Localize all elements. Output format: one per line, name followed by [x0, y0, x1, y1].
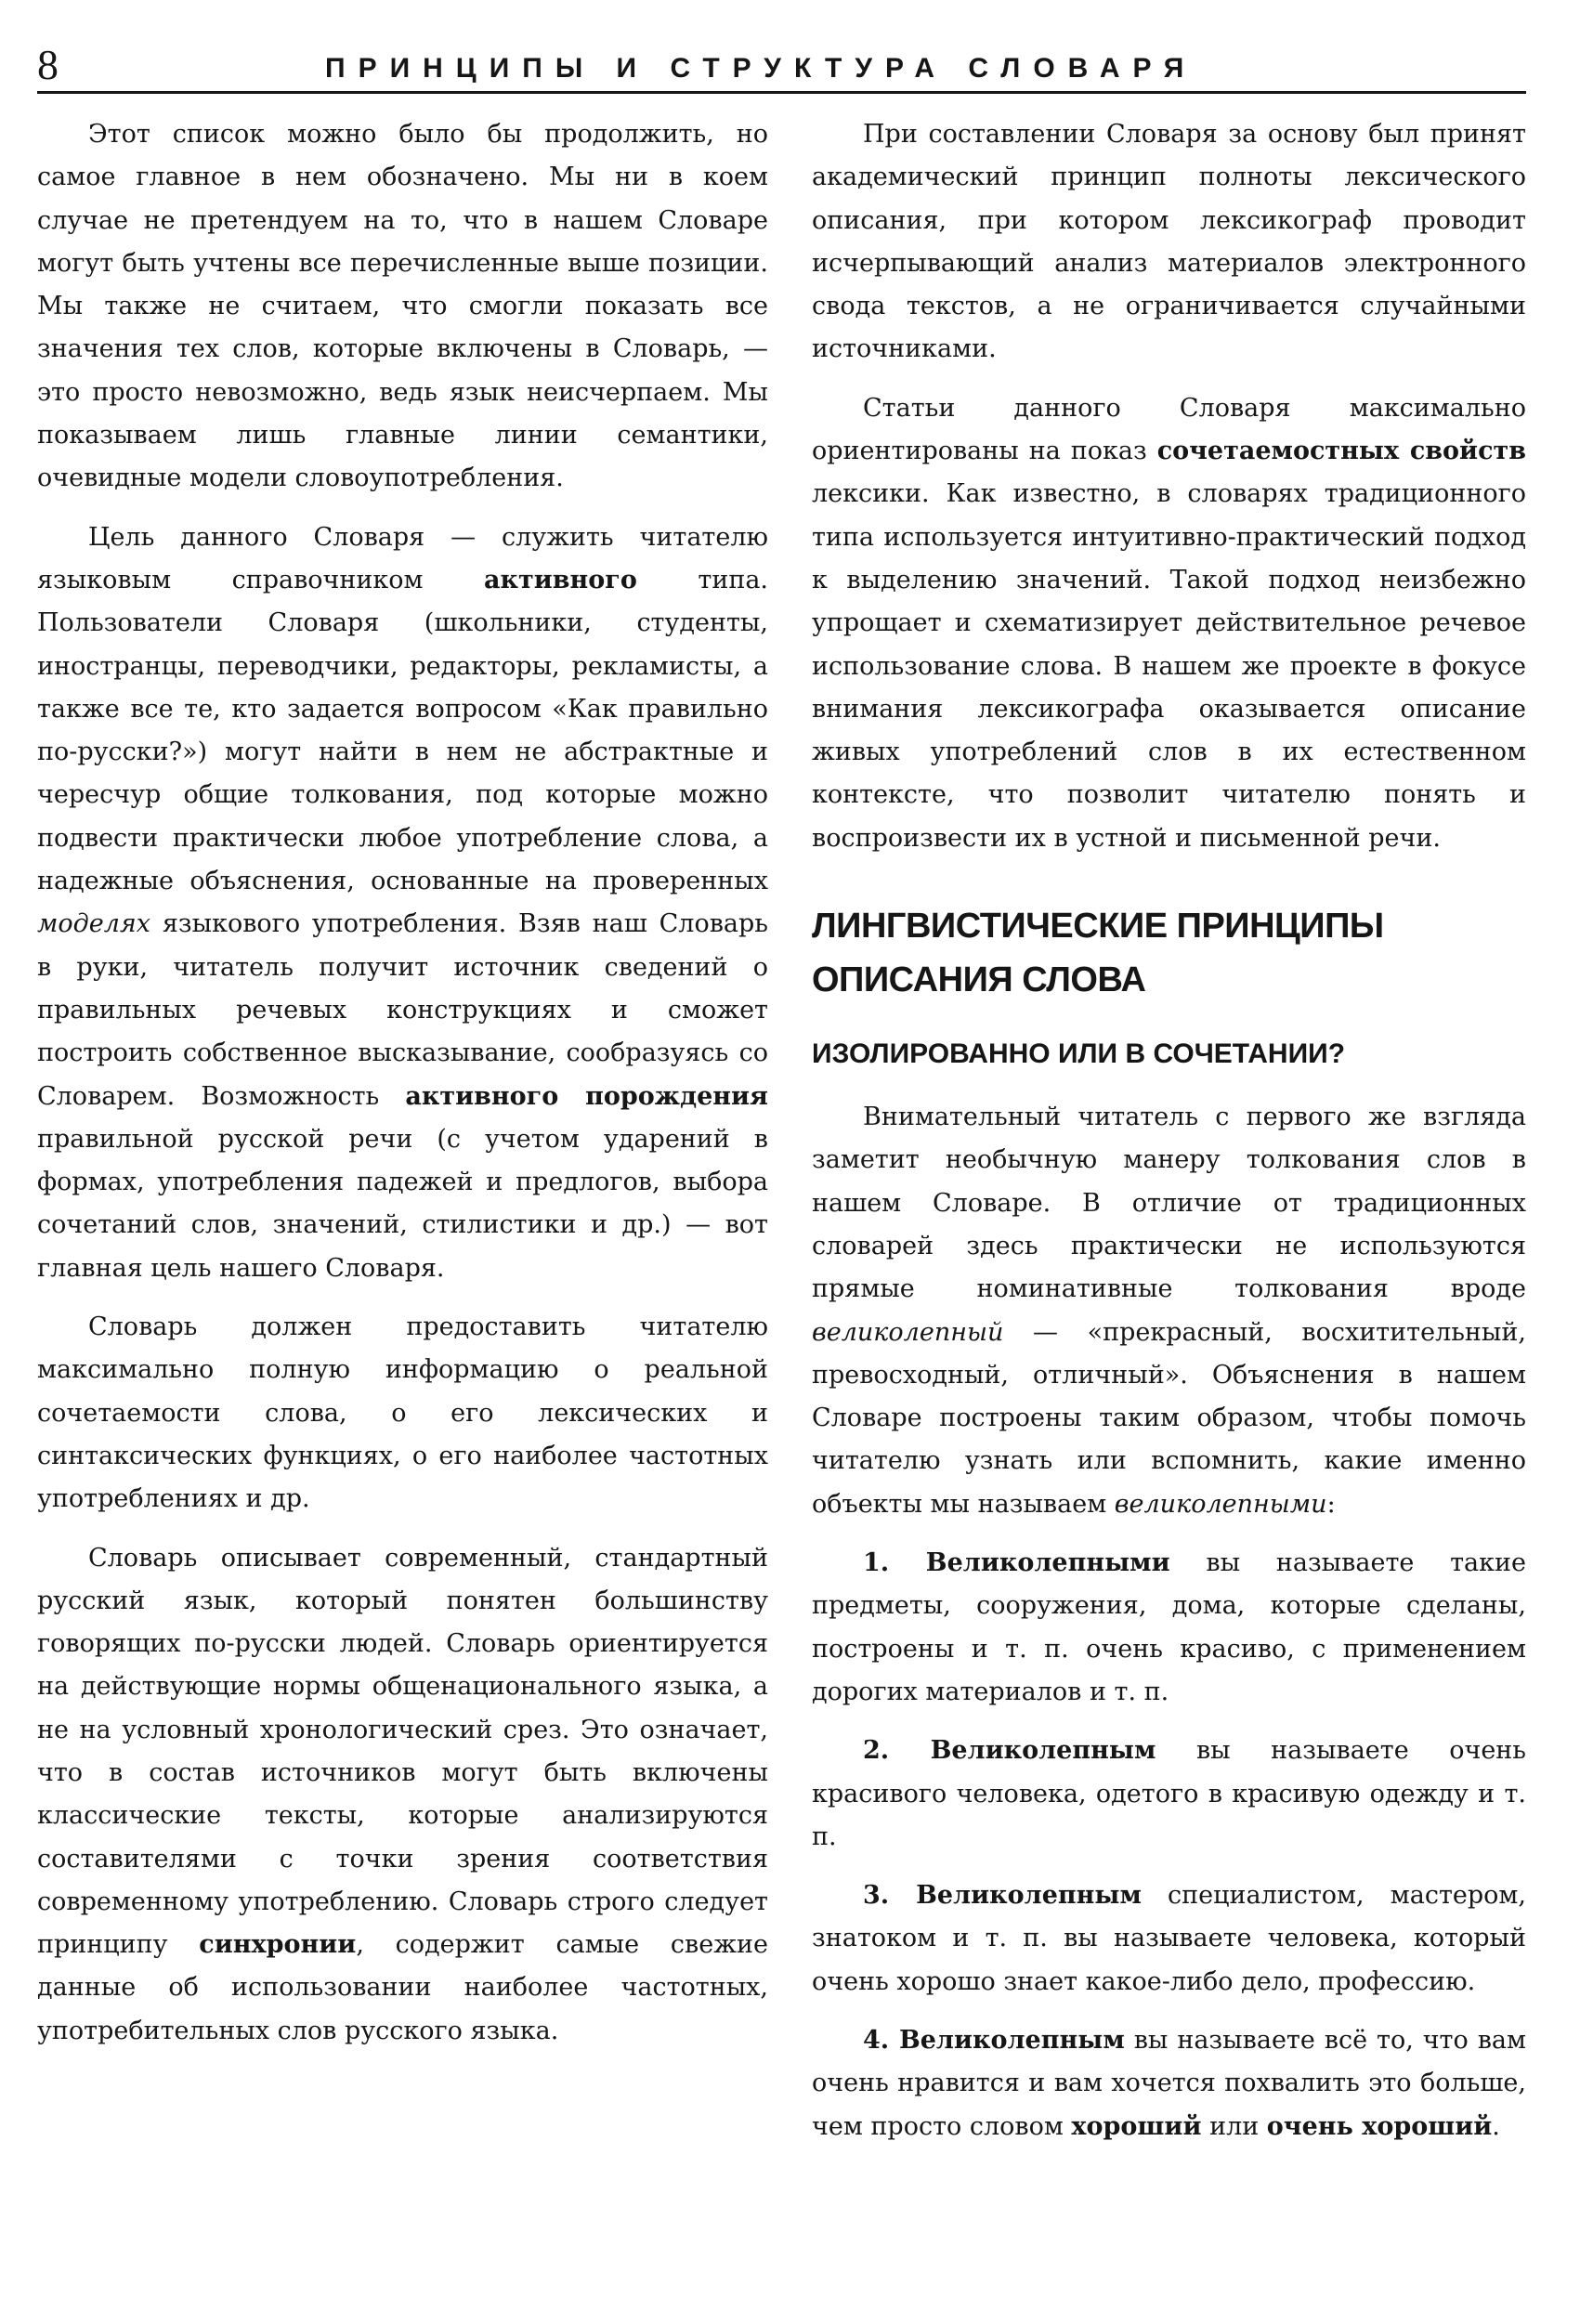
paragraph — [37, 516, 768, 1290]
paragraph: Этот список можно было бы продолжить, но самое главное в нем обозначено. Мы ни в коем случае не претендуем на то, что в нашем Словаре могут быть учтены все перечисленные выше позиции. Мы также не считаем, что смогли показать все значения тех слов, которые включены в Словарь, — это просто невозможно, ведь язык неисчерпаем. Мы показываем лишь главные линии семантики, очевидные модели словоупотребления. — [37, 120, 768, 493]
running-title: ПРИНЦИПЫ И СТРУКТУРА СЛОВАРЯ — [325, 53, 1197, 84]
list-item — [812, 1874, 1526, 2004]
list-item — [812, 1542, 1526, 1714]
item-number: 4. — [863, 2025, 899, 2055]
item-number: 2. — [863, 1736, 931, 1766]
paragraph: При составлении Словаря за основу был принят академический принцип полноты лексического описания, при котором лексикограф проводит исчерпывающий анализ материалов электронного свода текстов, а не ограничивается случайными источниками. — [812, 120, 1526, 364]
text-run: вы называете такие предметы, сооружения, дома, которые сделаны, построены и т. п. очень красиво, с применением дорогих материалов и т. п. — [812, 1548, 1527, 1706]
bold-term: Великолепными — [925, 1548, 1170, 1578]
text-run: вы называете очень красивого человека, одетого в красивую одежду и т. п. — [812, 1736, 1527, 1851]
section-heading: ЛИНГВИСТИЧЕСКИЕ ПРИНЦИПЫ ОПИСАНИЯ СЛОВА — [812, 907, 1384, 1000]
bold-term: очень хороший — [1266, 2111, 1493, 2141]
bold-term: активного — [484, 565, 637, 594]
text-run: Статьи данного Словаря максимально ориентированы на показ — [812, 393, 1526, 466]
right-column — [812, 113, 1526, 2164]
text-run: лексики. Как известно, в словарях традиционного типа используется интуитивно-практический подход к выделению значений. Такой подход неизбежно упрощает и схематизирует действительное речевое использование слова. В нашем же проекте в фокусе внимания лексикографа оказывается описание живых употреблений слов в их естественном контексте, что позволит читателю понять и воспроизвести их в устной и письменной речи. — [812, 479, 1526, 853]
text-run: языкового употребления. Взяв наш Словарь в руки, читатель получит источник сведений о правильных речевых конструкциях и сможет построить собственное высказывание, сообразуясь со Словарем. Возможность — [37, 909, 768, 1111]
italic-term: великолепными — [1114, 1489, 1327, 1519]
text-run: : — [1326, 1489, 1336, 1519]
text-run: — «прекрасный, восхитительный, превосходный, отличный». Объяснения в нашем Словаре построены таким образом, чтобы помочь читателю узнать или вспомнить, какие именно объекты мы называем — [812, 1317, 1526, 1519]
text-run: специалистом, мастером, знатоком и т. п. вы называете человека, который очень хорошо знает какое-либо дело, профессию. — [812, 1881, 1526, 1996]
page-header — [37, 39, 1526, 91]
bold-term: хороший — [1071, 2111, 1202, 2141]
subsection-heading: ИЗОЛИРОВАННО ИЛИ В СОЧЕТАНИИ? — [812, 1038, 1346, 1070]
item-number: 3. — [863, 1881, 917, 1911]
text-run: вы называете всё то, что вам очень нравится и вам хочется похвалить это больше, чем просто словом — [812, 2025, 1526, 2141]
text-run: Словарь описывает современный, стандартный русский язык, который понятен большинству говорящих по-русски людей. Словарь ориентируется на действующие нормы общенационального языка, а не на условный хронологический срез. Это означает, что в состав источников могут быть включены классические тексты, которые анализируются составителями с точки зрения соответствия современному употреблению. Словарь строго следует принципу — [37, 1543, 768, 1960]
header-rule — [37, 91, 1526, 94]
italic-term: великолепный — [812, 1317, 1004, 1347]
page-number: 8 — [37, 41, 59, 88]
left-column — [37, 113, 768, 2069]
bold-term: Великолепным — [916, 1881, 1142, 1911]
text-run: правильной русской речи (с учетом ударений в формах, употребления падежей и предлогов, выбора сочетаний слов, значений, стилистики и др.) — вот главная цель нашего Словаря. — [37, 1124, 768, 1283]
bold-term: синхронии — [199, 1930, 357, 1960]
text-run: или — [1201, 2111, 1267, 2141]
paragraph — [812, 387, 1526, 860]
italic-term: моделях — [37, 909, 151, 939]
paragraph: Словарь должен предоставить читателю максимально полную информацию о реальной сочетаемости слова, о его лексических и синтаксических функциях, о его наиболее частотных употреблениях и др. — [37, 1312, 768, 1514]
text-run: . — [1492, 2111, 1500, 2141]
bold-term: активного порождения — [405, 1081, 768, 1111]
paragraph — [812, 1096, 1526, 1526]
list-item — [812, 1730, 1526, 1859]
bold-term: Великолепным — [898, 2025, 1125, 2055]
text-run: типа. Пользователи Словаря (школьники, студенты, иностранцы, переводчики, редакторы, рекламисты, а также все те, кто задается вопросом «Как правильно по-русски?») могут найти в нем не абстрактные и чересчур общие толкования, под которые можно подвести практически любое употребление слова, а надежные объяснения, основанные на проверенных — [37, 565, 768, 896]
paragraph — [37, 1537, 768, 2054]
list-item — [812, 2019, 1526, 2148]
bold-term: сочетаемостных свойств — [1156, 437, 1526, 466]
text-run: Внимательный читатель с первого же взгляда заметит необычную манеру толкования слов в нашем Словаре. В отличие от традиционных словарей здесь практически не используются прямые номинативные толкования вроде — [812, 1103, 1526, 1304]
bold-term: Великолепным — [930, 1736, 1156, 1766]
text-run: , содержит самые свежие данные об использовании наиболее частотных, употребительных слов русского языка. — [37, 1930, 769, 2045]
text-run: Цель данного Словаря — служить читателю языковым справочником — [37, 522, 768, 594]
item-number: 1. — [863, 1548, 926, 1578]
